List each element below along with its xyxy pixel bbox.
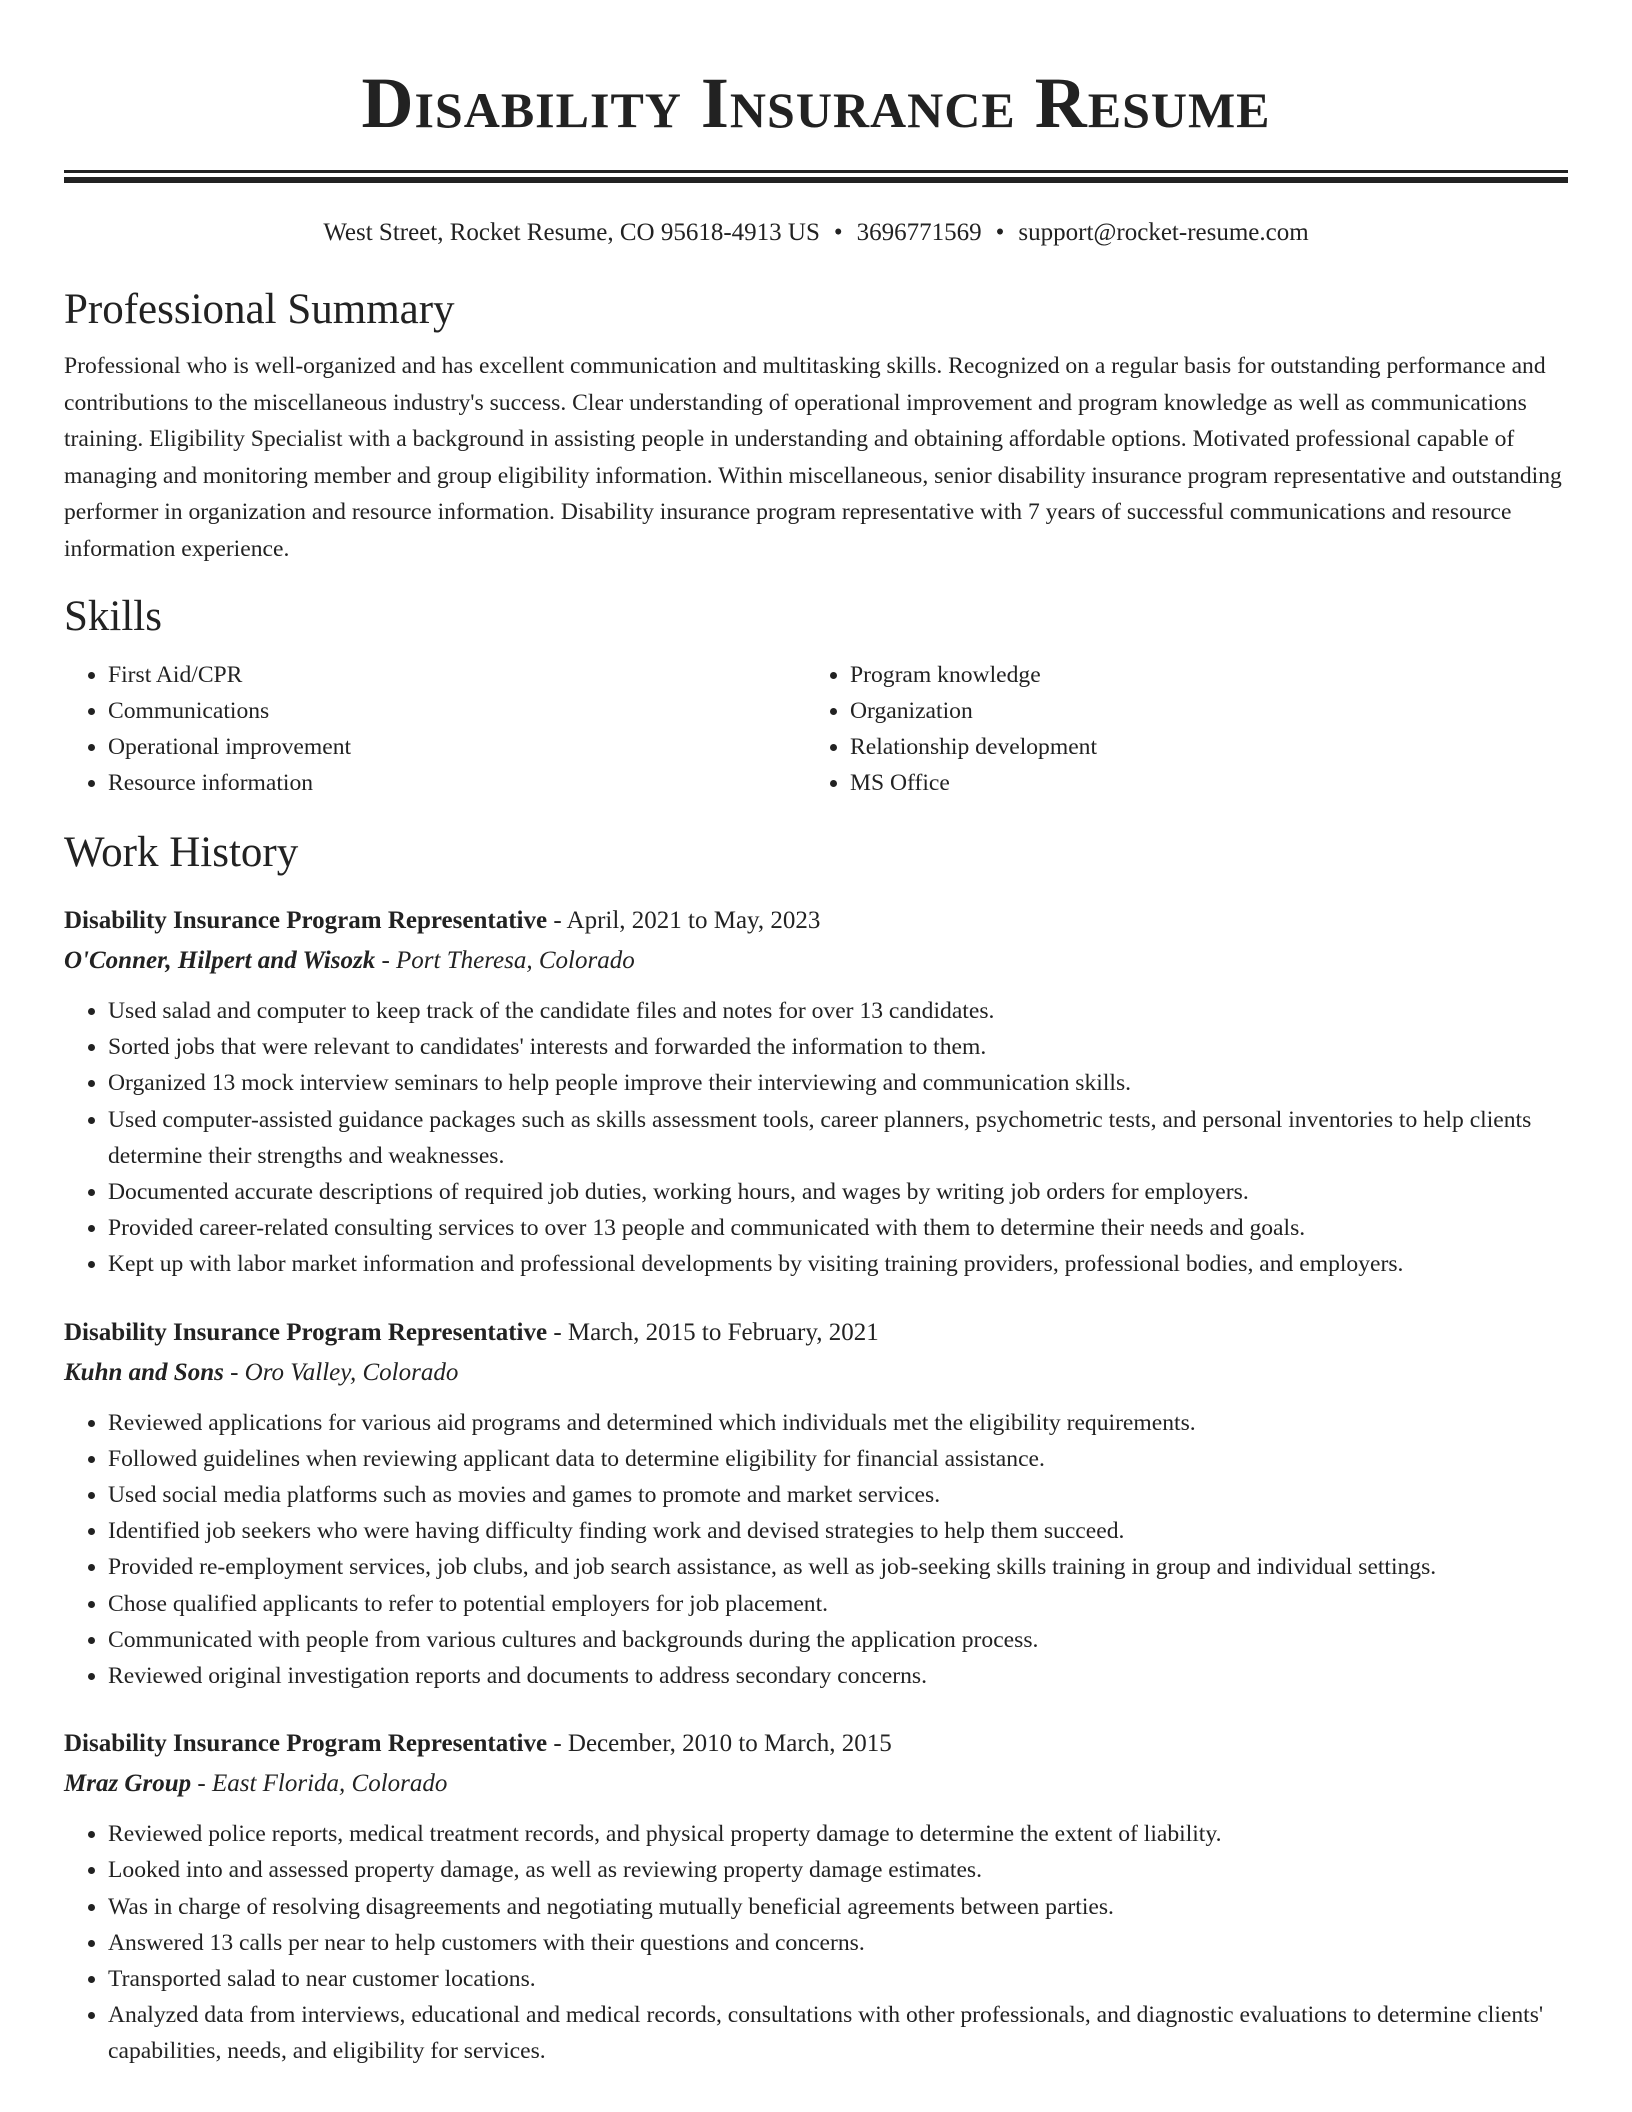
job-title: Disability Insurance Program Representative bbox=[64, 1318, 548, 1346]
job-title: Disability Insurance Program Representative bbox=[64, 907, 548, 934]
skills-columns bbox=[64, 657, 1568, 801]
section-heading-work-history: Work History bbox=[64, 829, 299, 876]
job-bullet: • Sorted jobs that were relevant to candidates' interests and forwarded the information to them. bbox=[108, 1029, 1568, 1065]
skill-item: • First Aid/CPR bbox=[108, 657, 806, 693]
job-dates: March, 2015 to February, 2021 bbox=[567, 1318, 879, 1346]
job-bullet: • Reviewed police reports, medical treatment records, and physical property damage to determine the extent of liability. bbox=[108, 1816, 1568, 1852]
job-bullet: • Looked into and assessed property damage, as well as reviewing property damage estimates. bbox=[108, 1852, 1568, 1888]
contact-phone: 3696771569 bbox=[856, 219, 982, 246]
contact-line bbox=[64, 216, 1568, 250]
title-rule-thin bbox=[64, 170, 1568, 173]
job-bullets bbox=[64, 1816, 1568, 2069]
skill-item: • Operational improvement bbox=[108, 729, 806, 765]
job-dates: December, 2010 to March, 2015 bbox=[567, 1730, 892, 1758]
contact-separator: • bbox=[833, 219, 843, 246]
job-bullet: • Reviewed original investigation reports and documents to address secondary concerns. bbox=[108, 1658, 1568, 1694]
job-dash: - bbox=[547, 907, 567, 934]
job-bullet: • Documented accurate descriptions of required job duties, working hours, and wages by writing job orders for employers. bbox=[108, 1174, 1568, 1210]
job-bullet: • Reviewed applications for various aid programs and determined which individuals met the eligibility requirements. bbox=[108, 1405, 1568, 1441]
contact-separator: • bbox=[995, 219, 1005, 246]
job-bullet: • Used salad and computer to keep track of the candidate files and notes for over 13 candidates. bbox=[108, 993, 1568, 1029]
job-dash: - bbox=[223, 1358, 245, 1386]
job-location: Port Theresa, Colorado bbox=[396, 947, 635, 974]
job-dash: - bbox=[547, 1318, 568, 1346]
job-entry bbox=[64, 1724, 1568, 2069]
job-title: Disability Insurance Program Representative bbox=[64, 1730, 548, 1758]
job-dates: April, 2021 to May, 2023 bbox=[566, 907, 821, 934]
job-bullets bbox=[64, 993, 1568, 1283]
skill-item: • Resource information bbox=[108, 765, 806, 801]
job-bullet: • Provided re-employment services, job clubs, and job search assistance, as well as job-seeking skills training in group and individual settings. bbox=[108, 1549, 1568, 1585]
job-bullet: • Provided career-related consulting services to over 13 people and communicated with them to determine their needs and goals. bbox=[108, 1210, 1568, 1246]
job-bullet: • Organized 13 mock interview seminars to help people improve their interviewing and communication skills. bbox=[108, 1065, 1568, 1101]
job-bullet: • Communicated with people from various cultures and backgrounds during the application process. bbox=[108, 1622, 1568, 1658]
job-location: East Florida, Colorado bbox=[211, 1770, 448, 1798]
skill-item: • Communications bbox=[108, 693, 806, 729]
job-bullets bbox=[64, 1405, 1568, 1695]
contact-email: support@rocket-resume.com bbox=[1018, 219, 1309, 246]
title-rule-thick bbox=[64, 177, 1568, 183]
job-bullet: • Identified job seekers who were having difficulty finding work and devised strategies to help them succeed. bbox=[108, 1513, 1568, 1549]
job-company-line bbox=[64, 941, 1568, 981]
skill-item: • Program knowledge bbox=[850, 657, 1548, 693]
job-location: Oro Valley, Colorado bbox=[244, 1358, 459, 1386]
job-dash: - bbox=[191, 1770, 212, 1798]
job-company: O'Conner, Hilpert and Wisozk bbox=[64, 947, 376, 974]
resume-title: Disability Insurance Resume bbox=[361, 63, 1271, 143]
section-heading-skills: Skills bbox=[64, 593, 162, 640]
job-dash: - bbox=[547, 1730, 568, 1758]
job-bullet: • Followed guidelines when reviewing applicant data to determine eligibility for financial assistance. bbox=[108, 1441, 1568, 1477]
job-bullet: • Was in charge of resolving disagreements and negotiating mutually beneficial agreements between parties. bbox=[108, 1889, 1568, 1925]
job-title-line bbox=[64, 1313, 1568, 1353]
job-entry bbox=[64, 1313, 1568, 1695]
job-bullet: • Analyzed data from interviews, educational and medical records, consultations with other professionals, and diagnostic evaluations to determine clients' capabilities, needs, and eligibility for services. bbox=[108, 1997, 1568, 2069]
job-dash: - bbox=[375, 947, 397, 974]
job-title-line bbox=[64, 901, 1568, 941]
job-bullet: • Used computer-assisted guidance packages such as skills assessment tools, career planners, psychometric tests, and personal inventories to help clients determine their strengths and weaknesses. bbox=[108, 1102, 1568, 1174]
skills-list-right bbox=[806, 657, 1548, 801]
job-company-line bbox=[64, 1353, 1568, 1393]
job-entry bbox=[64, 901, 1568, 1283]
skill-item: • Organization bbox=[850, 693, 1548, 729]
job-bullet: • Used social media platforms such as movies and games to promote and market services. bbox=[108, 1477, 1568, 1513]
skill-item: • MS Office bbox=[850, 765, 1548, 801]
job-bullet: • Transported salad to near customer locations. bbox=[108, 1961, 1568, 1997]
job-title-line bbox=[64, 1724, 1568, 1764]
contact-address: West Street, Rocket Resume, CO 95618-4913 US bbox=[323, 219, 820, 246]
skill-item: • Relationship development bbox=[850, 729, 1548, 765]
job-bullet: • Answered 13 calls per near to help customers with their questions and concerns. bbox=[108, 1925, 1568, 1961]
skills-list-left bbox=[64, 657, 806, 801]
job-company-line bbox=[64, 1764, 1568, 1804]
summary-text: Professional who is well-organized and has excellent communication and multitasking skills. Recognized on a regular basis for outstanding performance and contributions to the miscellaneous industry's success. Clear understanding of operational improvement and program knowledge as well as communications training. Eligibility Specialist with a background in assisting people in understanding and obtaining affordable options. Motivated professional capable of managing and monitoring member and group eligibility information. Within miscellaneous, senior disability insurance program representative and outstanding performer in organization and resource information. Disability insurance program representative with 7 years of successful communications and resource information experience. bbox=[64, 353, 1562, 562]
job-company: Mraz Group bbox=[64, 1770, 192, 1798]
job-bullet: • Chose qualified applicants to refer to potential employers for job placement. bbox=[108, 1586, 1568, 1622]
job-bullet: • Kept up with labor market information and professional developments by visiting training providers, professional bodies, and employers. bbox=[108, 1246, 1568, 1282]
section-heading-summary: Professional Summary bbox=[64, 286, 455, 333]
job-company: Kuhn and Sons bbox=[64, 1358, 224, 1386]
